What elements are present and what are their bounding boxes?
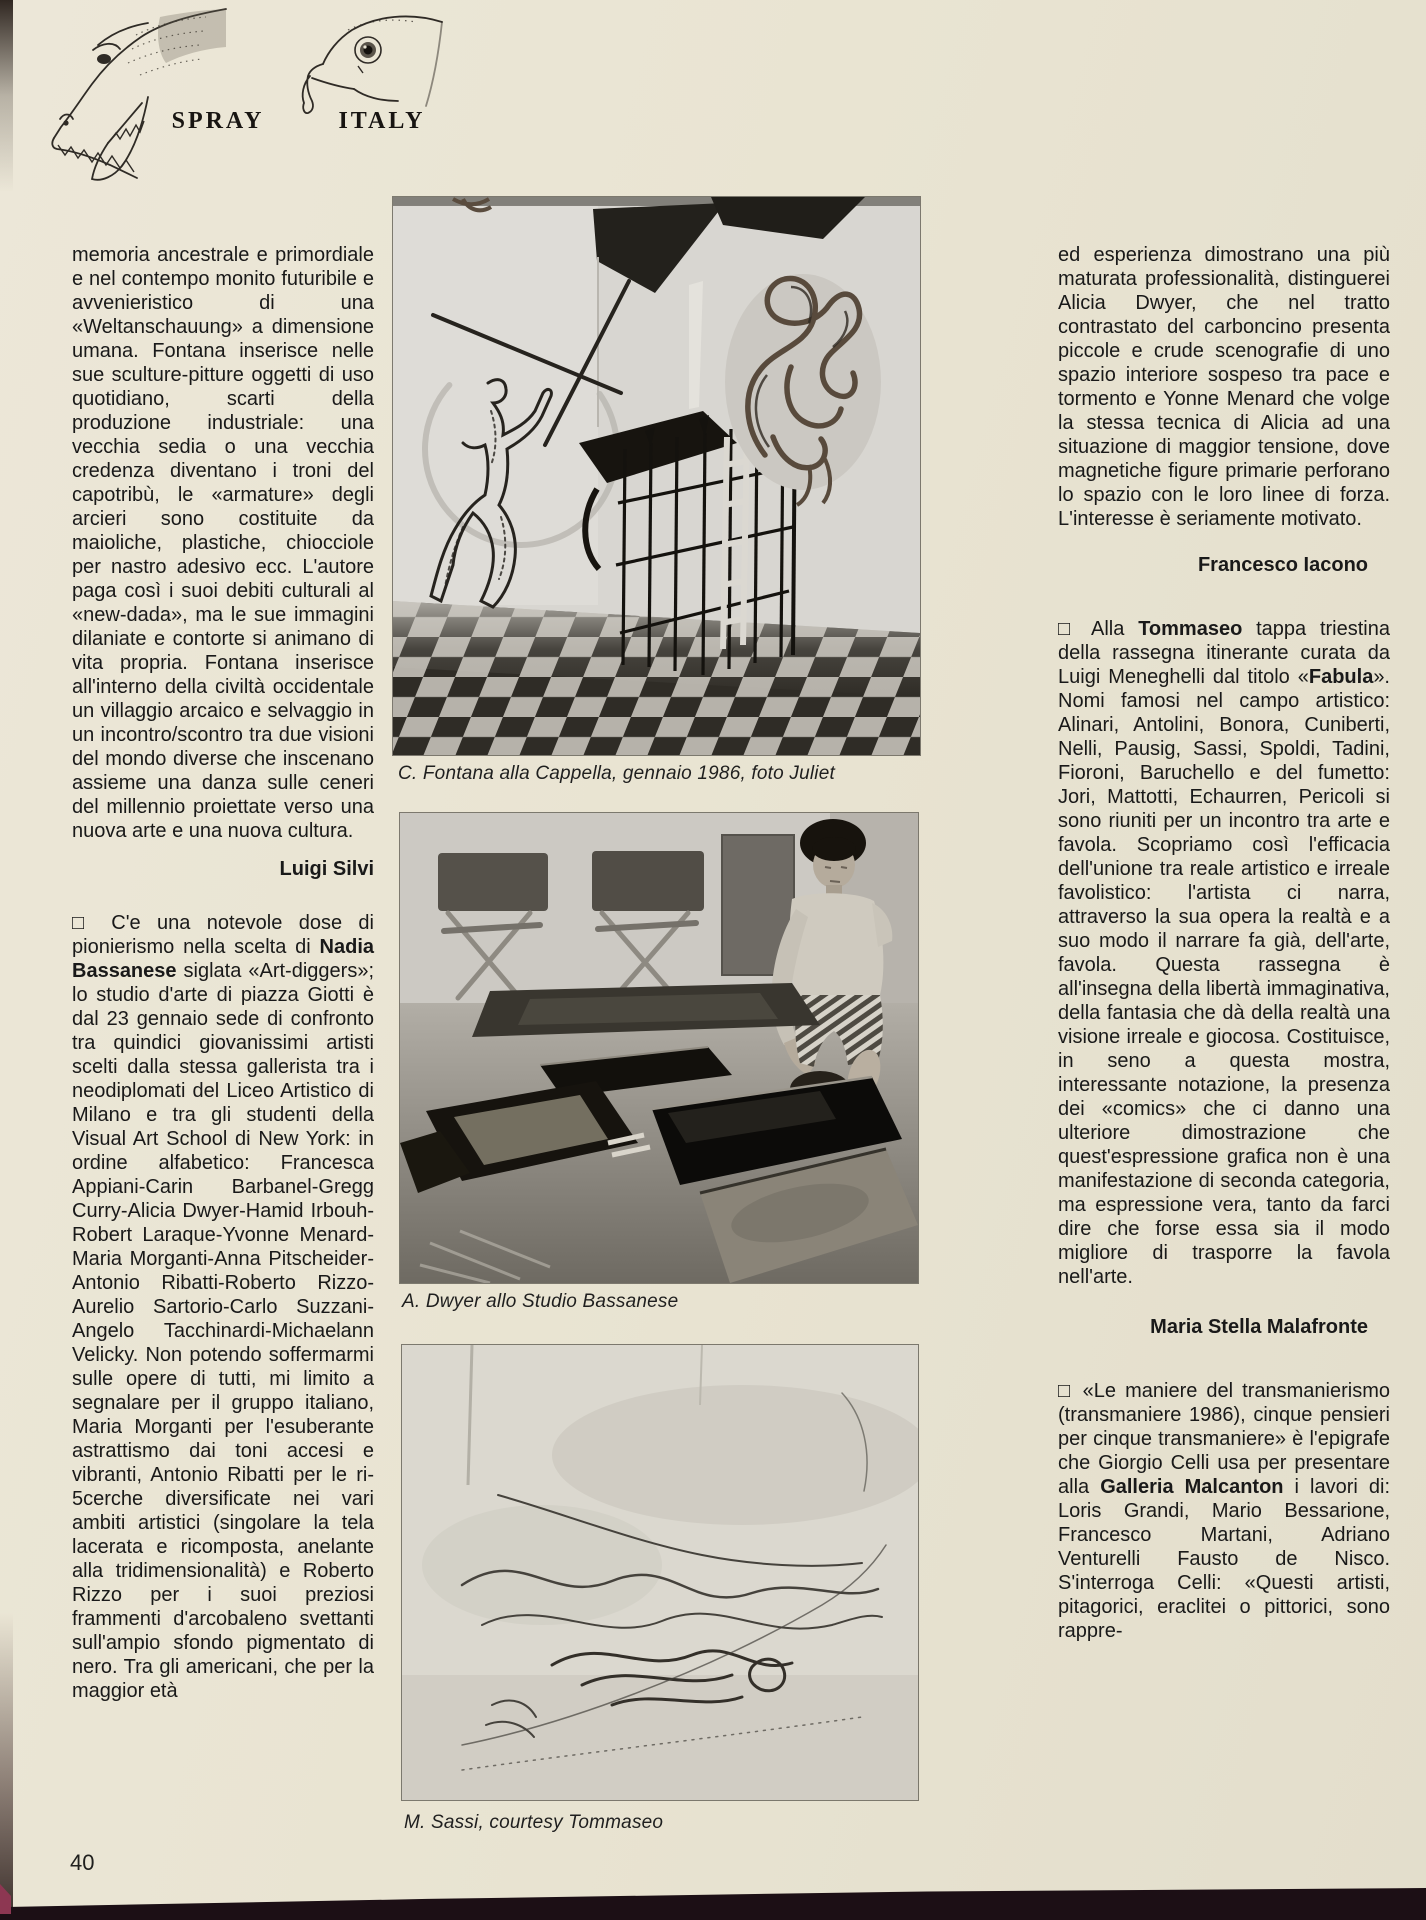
article-paragraph: ed esperienza dimostrano una più maturata professionalità, distinguerei Alicia Dwyer, che nel tratto contrastato del carboncino presenta piccole e crude scenografie di uno spazio interiore sospeso tra pace e tormento e Yonne Menard che volge la stessa tecnica di Alicia ad una situazione di maggior tensione, dove magnetiche figure primarie perforano lo spazio con le loro linee di forza. L'interesse è seriamente motivato.	[1058, 244, 1390, 530]
photo-fontana-installation	[393, 197, 920, 755]
article-paragraph: □ Alla Tommaseo tappa triestina della rassegna itinerante curata da Luigi Meneghelli dal titolo «Fabula». Nomi famosi nel campo artistico: Alinari, Antolini, Bonora, Cuniberti, Nelli, Pausig, Sassi, Spoldi, Tadini, Fioroni, Baruchello e del fumetto: Jori, Mattotti, Echaurren, Pericoli si sono riuniti per un incontro tra arte e favola. Scopriamo così l'efficacia dell'unione tra reale artistico e irreale favolistico: l'artista ci narra, attraverso la sua opera la realtà e a suo modo il narrare fa già, dell'arte, favola. Questa rassegna è all'insegna della libertà immaginativa, della fantasia che dà della realtà una visione irreale e giocosa. Costituisce, in seno a questa mostra, interessante notazione, la presenza dei «comics» che ci danno una ulteriore dimostrazione che quest'espressione grafica non è una manifestazione di seconda categoria, ma espressione vera, tanto da farci dire che forse essa sia il modo migliore di trasporre la favola nell'arte.	[1058, 618, 1390, 1288]
byline-luigi-silvi: Luigi Silvi	[279, 858, 374, 880]
photo-sassi-drawing	[402, 1345, 918, 1800]
left-column	[72, 243, 374, 1703]
photo-caption-sassi: M. Sassi, courtesy Tommaseo	[404, 1812, 664, 1833]
magazine-title: SPRAY	[171, 108, 265, 134]
scan-edge-left	[0, 0, 13, 1920]
article-paragraph: memoria ancestrale e primordiale e nel contempo monito futuribile e avvenieristico di una «Weltanschauung» a dimensione umana. Fontana inserisce nelle sue sculture-pitture oggetti di uso quotidiano, scarti della produzione industriale: una vecchia sedia o una vecchia credenza diventano i troni del capotribù, le «armature» degli arcieri sono costituite da maioliche, plastiche, chiocciole per nastro adesivo ecc. L'autore paga così i suoi debiti culturali al «new-dada», ma le sue immagini dilaniate e contorte si animano di vita propria. Fontana inserisce all'interno della civiltà occidentale un villaggio arcaico e selvaggio in un incontro/scontro tra due visioni del mondo diverse che inscenano assieme una danza sulle ceneri del millennio proiettate verso una nuova arte e una nuova cultura.	[72, 244, 374, 842]
article-paragraph: □ C'e una notevole dose di pionierismo nella scelta di Nadia Bassanese siglata «Art-diggers»; lo studio d'arte di piazza Giotti è dal 23 gennaio sede di confronto tra quindici giovanissimi artisti scelti dalla stessa gallerista tra i neodiplomati del Liceo Artistico di Milano e tra gli studenti della Visual Art School di New York: in ordine alfabetico: Francesca Appiani-Carin Barbanel-Gregg Curry-Alicia Dwyer-Hamid Irbouh-Robert Laraque-Yvonne Menard-Maria Morganti-Anna Pitscheider-Antonio Ribatti-Roberto Rizzo-Aurelio Sartorio-Carlo Suzzani-Angelo Tacchinardi-Michaelann Velicky. Non potendo soffermarmi sulle opere di tutti, mi limito a segnalare per il gruppo italiano, Maria Morganti per l'esuberante astrattismo dai toni accesi e vibranti, Antonio Ribatti per le ri-5cerche diversificate nei vari ambiti artistici (singolare la tela lacerata e ricomposta, anelante alla tridimensionalità) e Roberto Rizzo per i suoi preziosi frammenti d'arcobaleno svettanti sull'ampio sfondo pigmentato di nero. Tra gli americani, che per la maggior età	[72, 912, 374, 1702]
scan-edge-bottom	[0, 1886, 1426, 1920]
right-column	[1058, 243, 1390, 1643]
photo-dwyer-studio	[400, 813, 918, 1283]
section-title: ITALY	[338, 108, 426, 134]
photo-caption-dwyer: A. Dwyer allo Studio Bassanese	[402, 1291, 679, 1312]
byline-maria-stella-malafronte: Maria Stella Malafronte	[1150, 1316, 1368, 1338]
dinosaur-head-icon	[40, 5, 230, 183]
photo-caption-fontana: C. Fontana alla Cappella, gennaio 1986, foto Juliet	[398, 763, 835, 784]
byline-francesco-iacono: Francesco Iacono	[1197, 554, 1368, 576]
article-paragraph: □ «Le maniere del transmanierismo (transmaniere 1986), cinque pensieri per cinque transmaniere» è l'epigrafe che Giorgio Celli usa per presentare alla Galleria Malcanton i lavori di: Loris Grandi, Mario Bessarione, Francesco Martani, Adriano Venturelli Fausto de Nisco. S'interroga Celli: «Questi artisti, pitagorici, eraclitei o pittorici, sono rappre-	[1058, 1380, 1390, 1642]
page-number: 40	[70, 1850, 95, 1875]
